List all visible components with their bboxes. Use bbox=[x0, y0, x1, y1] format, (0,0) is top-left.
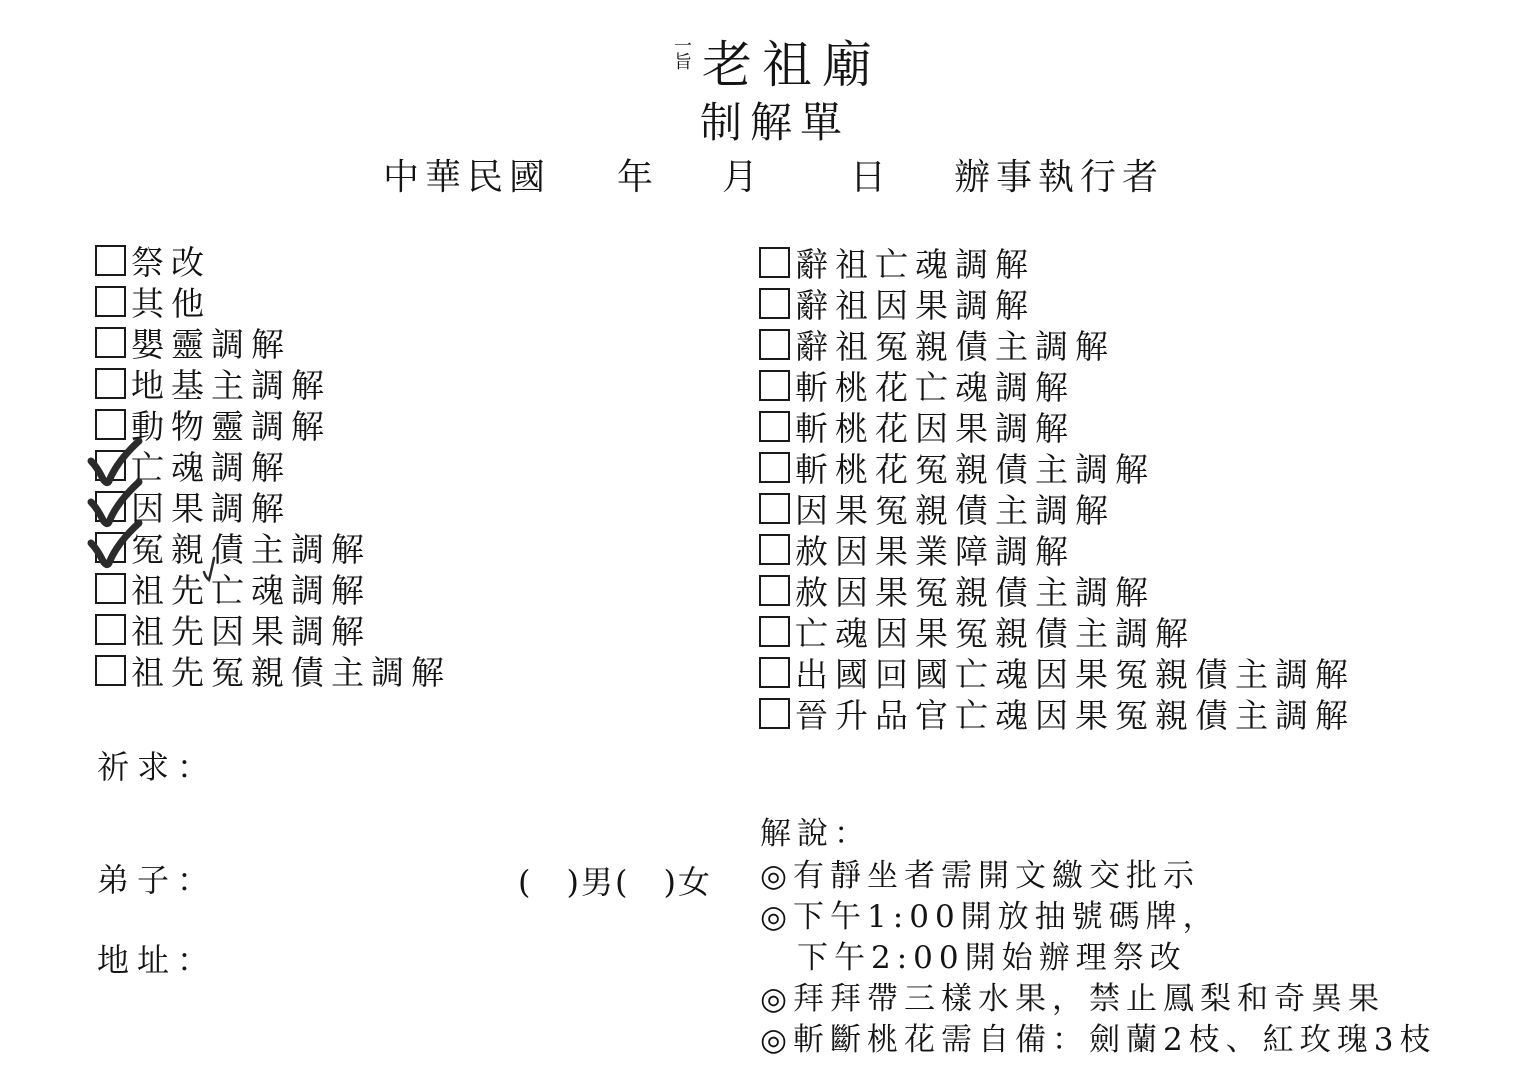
option-item bbox=[95, 486, 451, 527]
disciple-label: 弟子： bbox=[97, 861, 218, 899]
option-item bbox=[759, 324, 1355, 365]
address-label: 地址： bbox=[97, 941, 218, 979]
option-label: 辭祖亡魂調解 bbox=[795, 245, 1035, 284]
option-label: 冤親債主調解 bbox=[131, 530, 371, 569]
option-label: 赦因果冤親債主調解 bbox=[795, 573, 1155, 612]
option-checkbox[interactable] bbox=[759, 534, 790, 565]
note-line: ◎下午1:00開放抽號碼牌， bbox=[760, 899, 1220, 935]
option-label: 祖先冤親債主調解 bbox=[131, 653, 451, 692]
logo-line-2: 旨 bbox=[674, 52, 692, 73]
temple-name: 老祖廟 bbox=[702, 36, 882, 94]
option-checkbox[interactable] bbox=[759, 698, 790, 729]
option-checkbox[interactable] bbox=[759, 493, 790, 524]
option-item bbox=[759, 693, 1355, 734]
option-label: 亡魂因果冤親債主調解 bbox=[795, 614, 1195, 653]
option-checkbox[interactable] bbox=[95, 327, 126, 358]
option-item bbox=[759, 365, 1355, 406]
option-item bbox=[759, 652, 1355, 693]
option-item bbox=[759, 242, 1355, 283]
option-label: 斬桃花亡魂調解 bbox=[795, 368, 1075, 407]
option-label: 斬桃花因果調解 bbox=[795, 409, 1075, 448]
option-item bbox=[95, 650, 451, 691]
right-option-list bbox=[759, 242, 1355, 734]
option-checkbox[interactable] bbox=[95, 409, 126, 440]
option-checkbox[interactable] bbox=[95, 655, 126, 686]
date-era-label: 中華民國 bbox=[383, 157, 552, 198]
option-item bbox=[95, 609, 451, 650]
option-label: 動物靈調解 bbox=[131, 407, 331, 446]
option-label: 因果調解 bbox=[131, 489, 291, 528]
note-line: ◎有靜坐者需開文繳交批示 bbox=[760, 858, 1201, 894]
option-item bbox=[95, 568, 451, 609]
left-option-list bbox=[95, 240, 451, 691]
option-item bbox=[759, 570, 1355, 611]
logo-line-1: 一 bbox=[674, 36, 692, 57]
prayer-label: 祈求： bbox=[97, 748, 218, 786]
option-checkbox[interactable] bbox=[95, 286, 126, 317]
option-label: 斬桃花冤親債主調解 bbox=[795, 450, 1155, 489]
notes-list bbox=[760, 856, 1437, 1061]
option-label: 赦因果業障調解 bbox=[795, 532, 1075, 571]
option-label: 辭祖冤親債主調解 bbox=[795, 327, 1115, 366]
option-checkbox[interactable] bbox=[759, 329, 790, 360]
option-checkbox[interactable] bbox=[759, 370, 790, 401]
option-label: 晉升品官亡魂因果冤親債主調解 bbox=[795, 696, 1355, 735]
option-item bbox=[95, 281, 451, 322]
option-item bbox=[759, 283, 1355, 324]
option-item bbox=[95, 404, 451, 445]
date-month-label: 月 bbox=[722, 157, 759, 198]
option-checkbox[interactable] bbox=[759, 288, 790, 319]
handwritten-check-icon bbox=[87, 519, 145, 571]
option-checkbox[interactable] bbox=[95, 245, 126, 276]
option-checkbox[interactable] bbox=[759, 616, 790, 647]
date-year-label: 年 bbox=[617, 157, 654, 198]
form-title: 制解單 bbox=[700, 98, 851, 147]
option-label: 祭改 bbox=[131, 243, 211, 282]
option-label: 地基主調解 bbox=[131, 366, 331, 405]
option-label: 其他 bbox=[131, 284, 211, 323]
option-item bbox=[759, 488, 1355, 529]
option-checkbox[interactable] bbox=[759, 411, 790, 442]
option-checkbox[interactable] bbox=[95, 368, 126, 399]
option-item bbox=[95, 445, 451, 486]
option-checkbox[interactable] bbox=[759, 247, 790, 278]
option-item bbox=[759, 529, 1355, 570]
temple-logo bbox=[672, 36, 694, 73]
gender-selector[interactable]: ( )男( )女 bbox=[518, 863, 712, 901]
option-label: 辭祖因果調解 bbox=[795, 286, 1035, 325]
option-checkbox[interactable] bbox=[759, 575, 790, 606]
option-item bbox=[95, 527, 451, 568]
option-label: 亡魂調解 bbox=[131, 448, 291, 487]
notes-heading: 解說： bbox=[760, 816, 871, 852]
option-checkbox[interactable] bbox=[95, 614, 126, 645]
handler-label: 辦事執行者 bbox=[954, 157, 1165, 198]
option-label: 祖先因果調解 bbox=[131, 612, 371, 651]
note-line: ◎斬斷桃花需自備：劍蘭2枝、紅玫瑰3枝 bbox=[760, 1022, 1437, 1058]
option-item bbox=[759, 447, 1355, 488]
option-item bbox=[95, 322, 451, 363]
option-label: 出國回國亡魂因果冤親債主調解 bbox=[795, 655, 1355, 694]
option-label: 因果冤親債主調解 bbox=[795, 491, 1115, 530]
option-label: 嬰靈調解 bbox=[131, 325, 291, 364]
option-item bbox=[95, 240, 451, 281]
note-line: ◎拜拜帶三樣水果，禁止鳳梨和奇異果 bbox=[760, 981, 1386, 1017]
option-item bbox=[95, 363, 451, 404]
note-line: 下午2:00開始辦理祭改 bbox=[760, 940, 1187, 976]
option-item bbox=[759, 611, 1355, 652]
small-tick-icon bbox=[198, 554, 224, 584]
option-checkbox[interactable] bbox=[95, 573, 126, 604]
option-checkbox[interactable] bbox=[759, 657, 790, 688]
option-label: 祖先亡魂調解 bbox=[131, 571, 371, 610]
option-item bbox=[759, 406, 1355, 447]
date-day-label: 日 bbox=[850, 157, 887, 198]
option-checkbox[interactable] bbox=[759, 452, 790, 483]
